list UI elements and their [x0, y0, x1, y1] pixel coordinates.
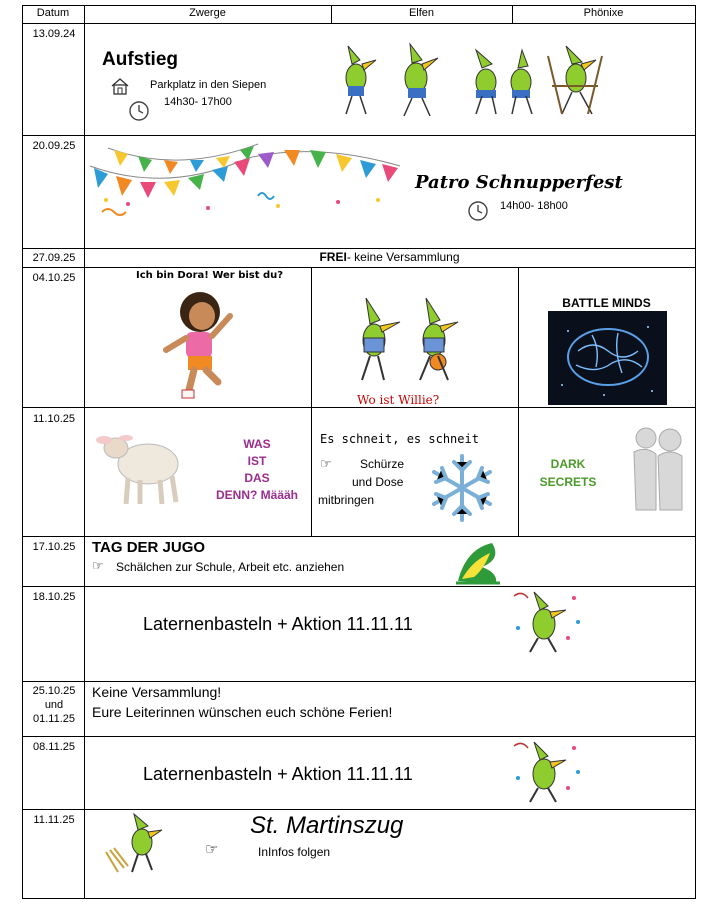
- event-title: Aufstieg: [102, 49, 178, 70]
- event-title: TAG DER JUGO: [92, 539, 206, 556]
- was-line: WAS: [243, 437, 271, 451]
- free-notice: [84, 250, 695, 264]
- das-line: DAS: [244, 471, 270, 485]
- dora-caption: Ich bin Dora! Wer bist du?: [136, 270, 284, 281]
- snow-line-1: Schürze: [360, 457, 405, 471]
- header-datum: Datum: [36, 7, 70, 19]
- lantern-bird-image: [100, 812, 172, 874]
- row-date: 11.11.25: [33, 814, 75, 826]
- holiday-line-2: Eure Leiterinnen wünschen euch schöne Ferien!: [92, 704, 393, 720]
- clock-icon: [128, 100, 150, 122]
- event-text: Schälchen zur Schule, Arbeit etc. anziehen: [116, 560, 345, 574]
- event-time: 14h30- 17h00: [164, 96, 232, 108]
- ist-line: IST: [247, 454, 267, 468]
- header-zwerge: Zwerge: [189, 7, 226, 19]
- header-elfen: Elfen: [408, 7, 435, 19]
- secrets-line: SECRETS: [539, 475, 597, 489]
- row-date: 11.10.25: [32, 413, 75, 425]
- snowflake-icon: [424, 452, 500, 524]
- clock-icon: [467, 200, 489, 222]
- dark-secrets-text: [528, 455, 608, 491]
- header-phoenixe: Phönixe: [583, 7, 624, 19]
- pointing-hand-icon: ☞: [205, 841, 219, 858]
- event-time: 14h00- 18h00: [500, 200, 568, 212]
- free-text: - keine Versammlung: [346, 250, 460, 264]
- event-title: Patro Schnupperfest: [415, 172, 623, 193]
- was-ist-das-text: [212, 436, 302, 504]
- free-label: FREI: [319, 250, 347, 264]
- date-line-3: 01.11.25: [32, 713, 75, 725]
- lantern-bird-image: [508, 738, 584, 806]
- snow-title: Es schneit, es schneit: [320, 432, 479, 446]
- row-date: 18.10.25: [32, 591, 76, 603]
- event-text: Laternenbasteln + Aktion 11.11.11: [143, 614, 413, 634]
- lantern-bird-image: [508, 588, 584, 656]
- row-date: 08.11.25: [32, 741, 75, 753]
- event-text: InInfos folgen: [258, 845, 331, 859]
- pointing-hand-icon: ☞: [320, 456, 332, 471]
- dark-line: DARK: [550, 457, 586, 471]
- house-icon: [110, 77, 130, 95]
- holiday-line-1: Keine Versammlung!: [92, 684, 222, 700]
- bunting-image: [88, 136, 403, 218]
- row-date: 27.09.25: [32, 252, 76, 264]
- pointing-hand-icon: ☞: [92, 558, 104, 573]
- row-date: [22, 684, 86, 726]
- row-date: 04.10.25: [32, 272, 76, 284]
- willie-caption: Wo ist Willie?: [357, 393, 440, 407]
- denn-line: DENN? Määäh: [215, 488, 298, 502]
- date-line-1: 25.10.25: [32, 685, 76, 697]
- row-date: 13.09.24: [32, 28, 76, 40]
- willie-image: [346, 292, 466, 388]
- row-date: 17.10.25: [32, 541, 76, 553]
- snow-line-2: und Dose: [352, 475, 404, 489]
- event-location: Parkplatz in den Siepen: [150, 79, 267, 91]
- whisper-figures-image: [626, 422, 690, 514]
- row-date: 20.09.25: [32, 140, 76, 152]
- cartoon-birds-image: [326, 36, 606, 118]
- event-text: Laternenbasteln + Aktion 11.11.11: [143, 764, 413, 784]
- battle-minds-title: BATTLE MINDS: [562, 296, 651, 310]
- dora-image: [160, 286, 240, 404]
- lamb-image: [94, 426, 190, 508]
- date-line-2: und: [44, 699, 64, 711]
- jugo-logo: [452, 539, 504, 585]
- brain-image: [548, 311, 667, 405]
- snow-line-3: mitbringen: [318, 493, 375, 507]
- event-title: St. Martinszug: [250, 812, 404, 839]
